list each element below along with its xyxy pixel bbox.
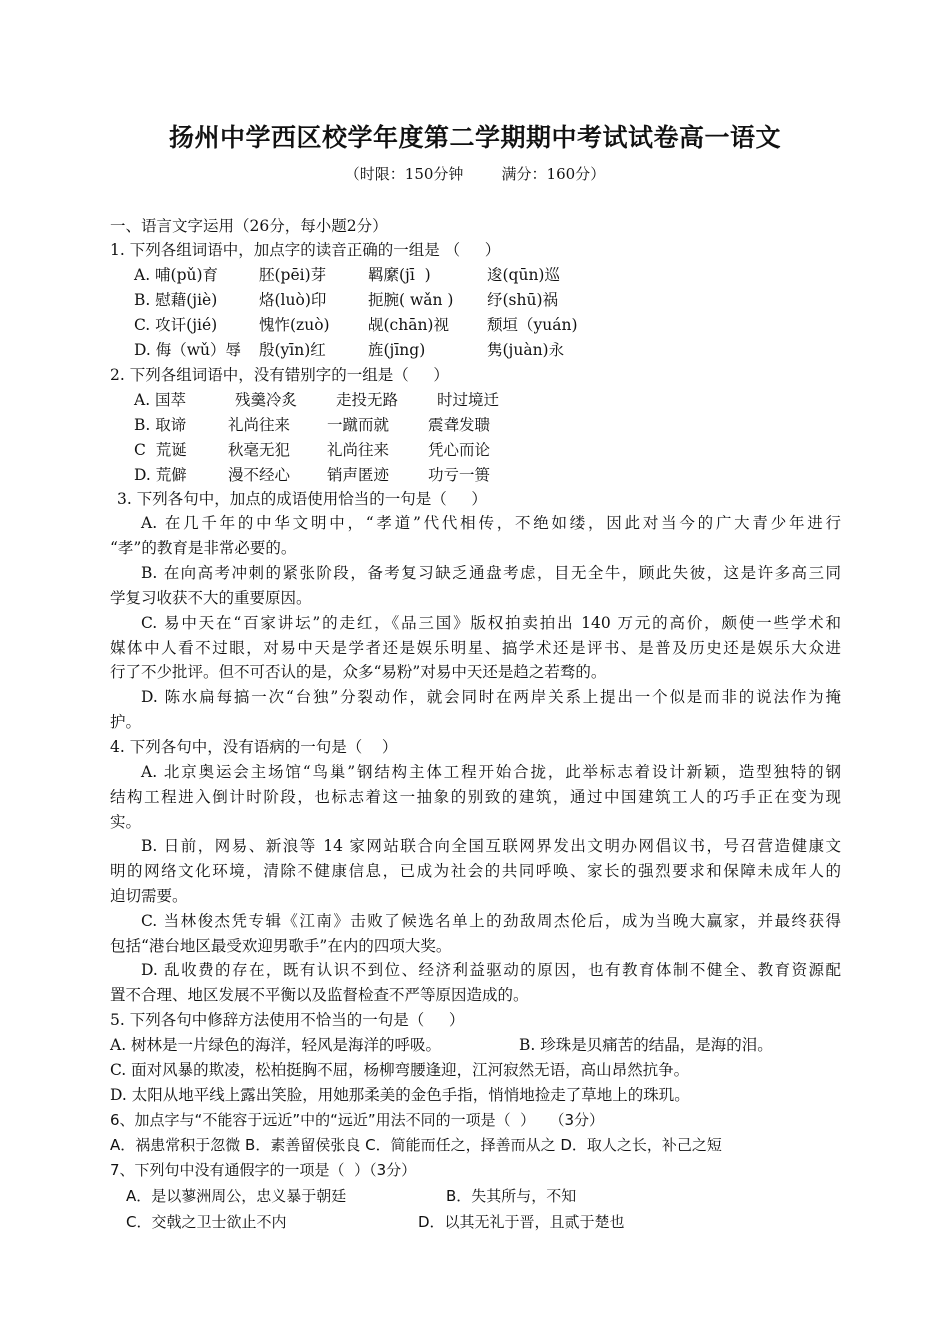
page-subtitle: （时限：150分钟 满分：160分） (344, 165, 606, 183)
q2-option-d-1: D. 荒僻 (134, 466, 187, 484)
q3-option-c-line-3: 行了不少批评。但不可否认的是，众多“易粉”对易中天还是趋之若骛的。 (110, 663, 607, 681)
q2-option-c-3: 礼尚往来 (327, 441, 390, 459)
q1-option-a-2: 胚(pēi)芽 (259, 266, 327, 284)
q2-option-d-4: 功亏一篑 (428, 466, 491, 484)
q5-option-a: A. 树林是一片绿色的海洋，轻风是海洋的呼吸。 (110, 1036, 442, 1054)
q1-option-d-1: D. 侮（wǔ）辱 (134, 341, 241, 359)
question-4-stem: 4. 下列各句中，没有语病的一句是（ ） (110, 738, 398, 756)
q5-option-d: D. 太阳从地平线上露出笑脸，用她那柔美的金色手指，悄悄地捡走了草地上的珠玑。 (110, 1086, 690, 1104)
q4-option-a-line-2: 结构工程进入倒计时阶段，也标志着这一抽象的别致的建筑，通过中国建筑工人的巧手正在变为现 (110, 788, 841, 806)
q4-option-c-line-1: C. 当林俊杰凭专辑《江南》击败了候选名单上的劲敌周杰伦后，成为当晚大赢家，并最终获得 (141, 912, 841, 930)
q4-option-c-line-2: 包括“港台地区最受欢迎男歌手”在内的四项大奖。 (110, 937, 452, 955)
q3-option-a-line-2: “孝”的教育是非常必要的。 (110, 539, 297, 557)
q1-option-c-2: 愧怍(zuò) (259, 316, 330, 334)
page-title: 扬州中学西区校学年度第二学期期中考试试卷高一语文 (168, 123, 781, 152)
q5-option-c: C. 面对风暴的欺凌，松柏挺胸不屈，杨柳弯腰逢迎，江河寂然无语，高山昂然抗争。 (110, 1061, 690, 1079)
q7-option-d: D．以其无礼于晋，且贰于楚也 (418, 1213, 625, 1231)
question-1-stem: 1. 下列各组词语中，加点字的读音正确的一组是 （ ） (110, 241, 501, 259)
q2-option-b-1: B. 取谛 (134, 416, 187, 434)
q4-option-a-line-3: 实。 (110, 813, 142, 831)
q1-option-c-3: 觇(chān)视 (368, 316, 449, 334)
q2-option-a-2: 残羹冷炙 (235, 391, 298, 409)
q6-options: A．祸患常积于忽微 B．素善留侯张良 C．简能而任之，择善而从之 D．取人之长，补己之短 (110, 1136, 722, 1154)
q2-option-a-3: 走投无路 (336, 391, 399, 409)
q3-option-d-line-2: 护。 (110, 713, 142, 731)
q2-option-c-4: 凭心而论 (428, 441, 491, 459)
question-7-stem: 7、下列句中没有通假字的一项是（ ）（3分） (110, 1161, 417, 1179)
q3-option-c-line-1: C. 易中天在“百家讲坛”的走红，《品三国》版权拍卖拍出 140 万元的高价，颇使一些学术和 (141, 614, 841, 632)
q7-option-b: B．失其所与，不知 (446, 1187, 577, 1205)
q3-option-a-line-1: A. 在几千年的中华文明中，“孝道”代代相传，不绝如缕，因此对当今的广大青少年进行 (141, 514, 841, 532)
q1-option-a-1: A. 哺(pǔ)育 (134, 266, 219, 284)
q2-option-b-2: 礼尚往来 (228, 416, 291, 434)
q1-option-b-2: 烙(luò)印 (259, 291, 327, 309)
question-5-stem: 5. 下列各句中修辞方法使用不恰当的一句是（ ） (110, 1011, 465, 1029)
q1-option-b-3: 扼腕( wǎn ) (368, 291, 454, 309)
q1-option-b-4: 纾(shū)祸 (487, 291, 559, 309)
q4-option-d-line-2: 置不合理、地区发展不平衡以及监督检查不严等原因造成的。 (110, 986, 529, 1004)
question-3-stem: 3. 下列各句中，加点的成语使用恰当的一句是（ ） (117, 490, 487, 508)
q2-option-b-3: 一蹴而就 (327, 416, 390, 434)
q4-option-d-line-1: D. 乱收费的存在，既有认识不到位、经济利益驱动的原因，也有教育体制不健全、教育资源配 (141, 961, 841, 979)
q2-option-c-2: 秋毫无犯 (228, 441, 291, 459)
q4-option-b-line-3: 迫切需要。 (110, 887, 188, 905)
q3-option-b-line-2: 学复习收获不大的重要原因。 (110, 589, 312, 607)
q3-option-d-line-1: D. 陈水扁每搞一次“台独”分裂动作，就会同时在两岸关系上提出一个似是而非的说法作为掩 (141, 688, 841, 706)
q3-option-b-line-1: B. 在向高考冲刺的紧张阶段，备考复习缺乏通盘考虑，目无全牛，顾此失彼，这是许多高三同 (141, 564, 841, 582)
q7-option-a: A．是以蓼洲周公，忠义暴于朝廷 (126, 1187, 347, 1205)
q1-option-c-1: C. 攻讦(jié) (134, 316, 218, 334)
q1-option-a-4: 逡(qūn)巡 (487, 266, 560, 284)
q2-option-b-4: 震聋发聩 (428, 416, 491, 434)
q4-option-a-line-1: A. 北京奥运会主场馆“鸟巢”钢结构主体工程开始合拢，此举标志着设计新颖，造型独特的钢 (141, 763, 841, 781)
q1-option-d-4: 隽(juàn)永 (487, 341, 565, 359)
q1-option-d-2: 殷(yīn)红 (259, 341, 326, 359)
q2-option-d-3: 销声匿迹 (327, 466, 390, 484)
q2-option-a-1: A. 国萃 (134, 391, 187, 409)
q7-option-c: C．交戟之卫士欲止不内 (126, 1213, 287, 1231)
q2-option-a-4: 时过境迁 (437, 391, 500, 409)
section-heading: 一、语言文字运用（26分，每小题2分） (110, 217, 388, 235)
q2-option-c-1: C 荒诞 (134, 441, 187, 459)
q1-option-c-4: 颓垣（yuán) (487, 316, 578, 334)
q2-option-d-2: 漫不经心 (228, 466, 291, 484)
q4-option-b-line-1: B. 日前，网易、新浪等 14 家网站联合向全国互联网界发出文明办网倡议书，号召营造健康文 (141, 837, 841, 855)
q3-option-c-line-2: 媒体中人看不过眼，对易中天是学者还是娱乐明星、搞学术还是评书、是普及历史还是娱乐大众进 (110, 639, 841, 657)
question-2-stem: 2. 下列各组词语中，没有错别字的一组是（ ） (110, 366, 449, 384)
q1-option-a-3: 羁縻(jī ) (368, 266, 431, 284)
q5-option-b: B. 珍珠是贝痛苦的结晶，是海的泪。 (519, 1036, 773, 1054)
question-6-stem: 6、加点字与“不能容于远近”中的“远近”用法不同的一项是（ ） （3分） (110, 1111, 605, 1129)
q1-option-b-1: B. 慰藉(jiè) (134, 291, 218, 309)
q1-option-d-3: 旌(jīng) (368, 341, 426, 359)
q4-option-b-line-2: 明的网络文化环境，清除不健康信息，已成为社会的共同呼唤、家长的强烈要求和保障未成年人的 (110, 862, 841, 880)
